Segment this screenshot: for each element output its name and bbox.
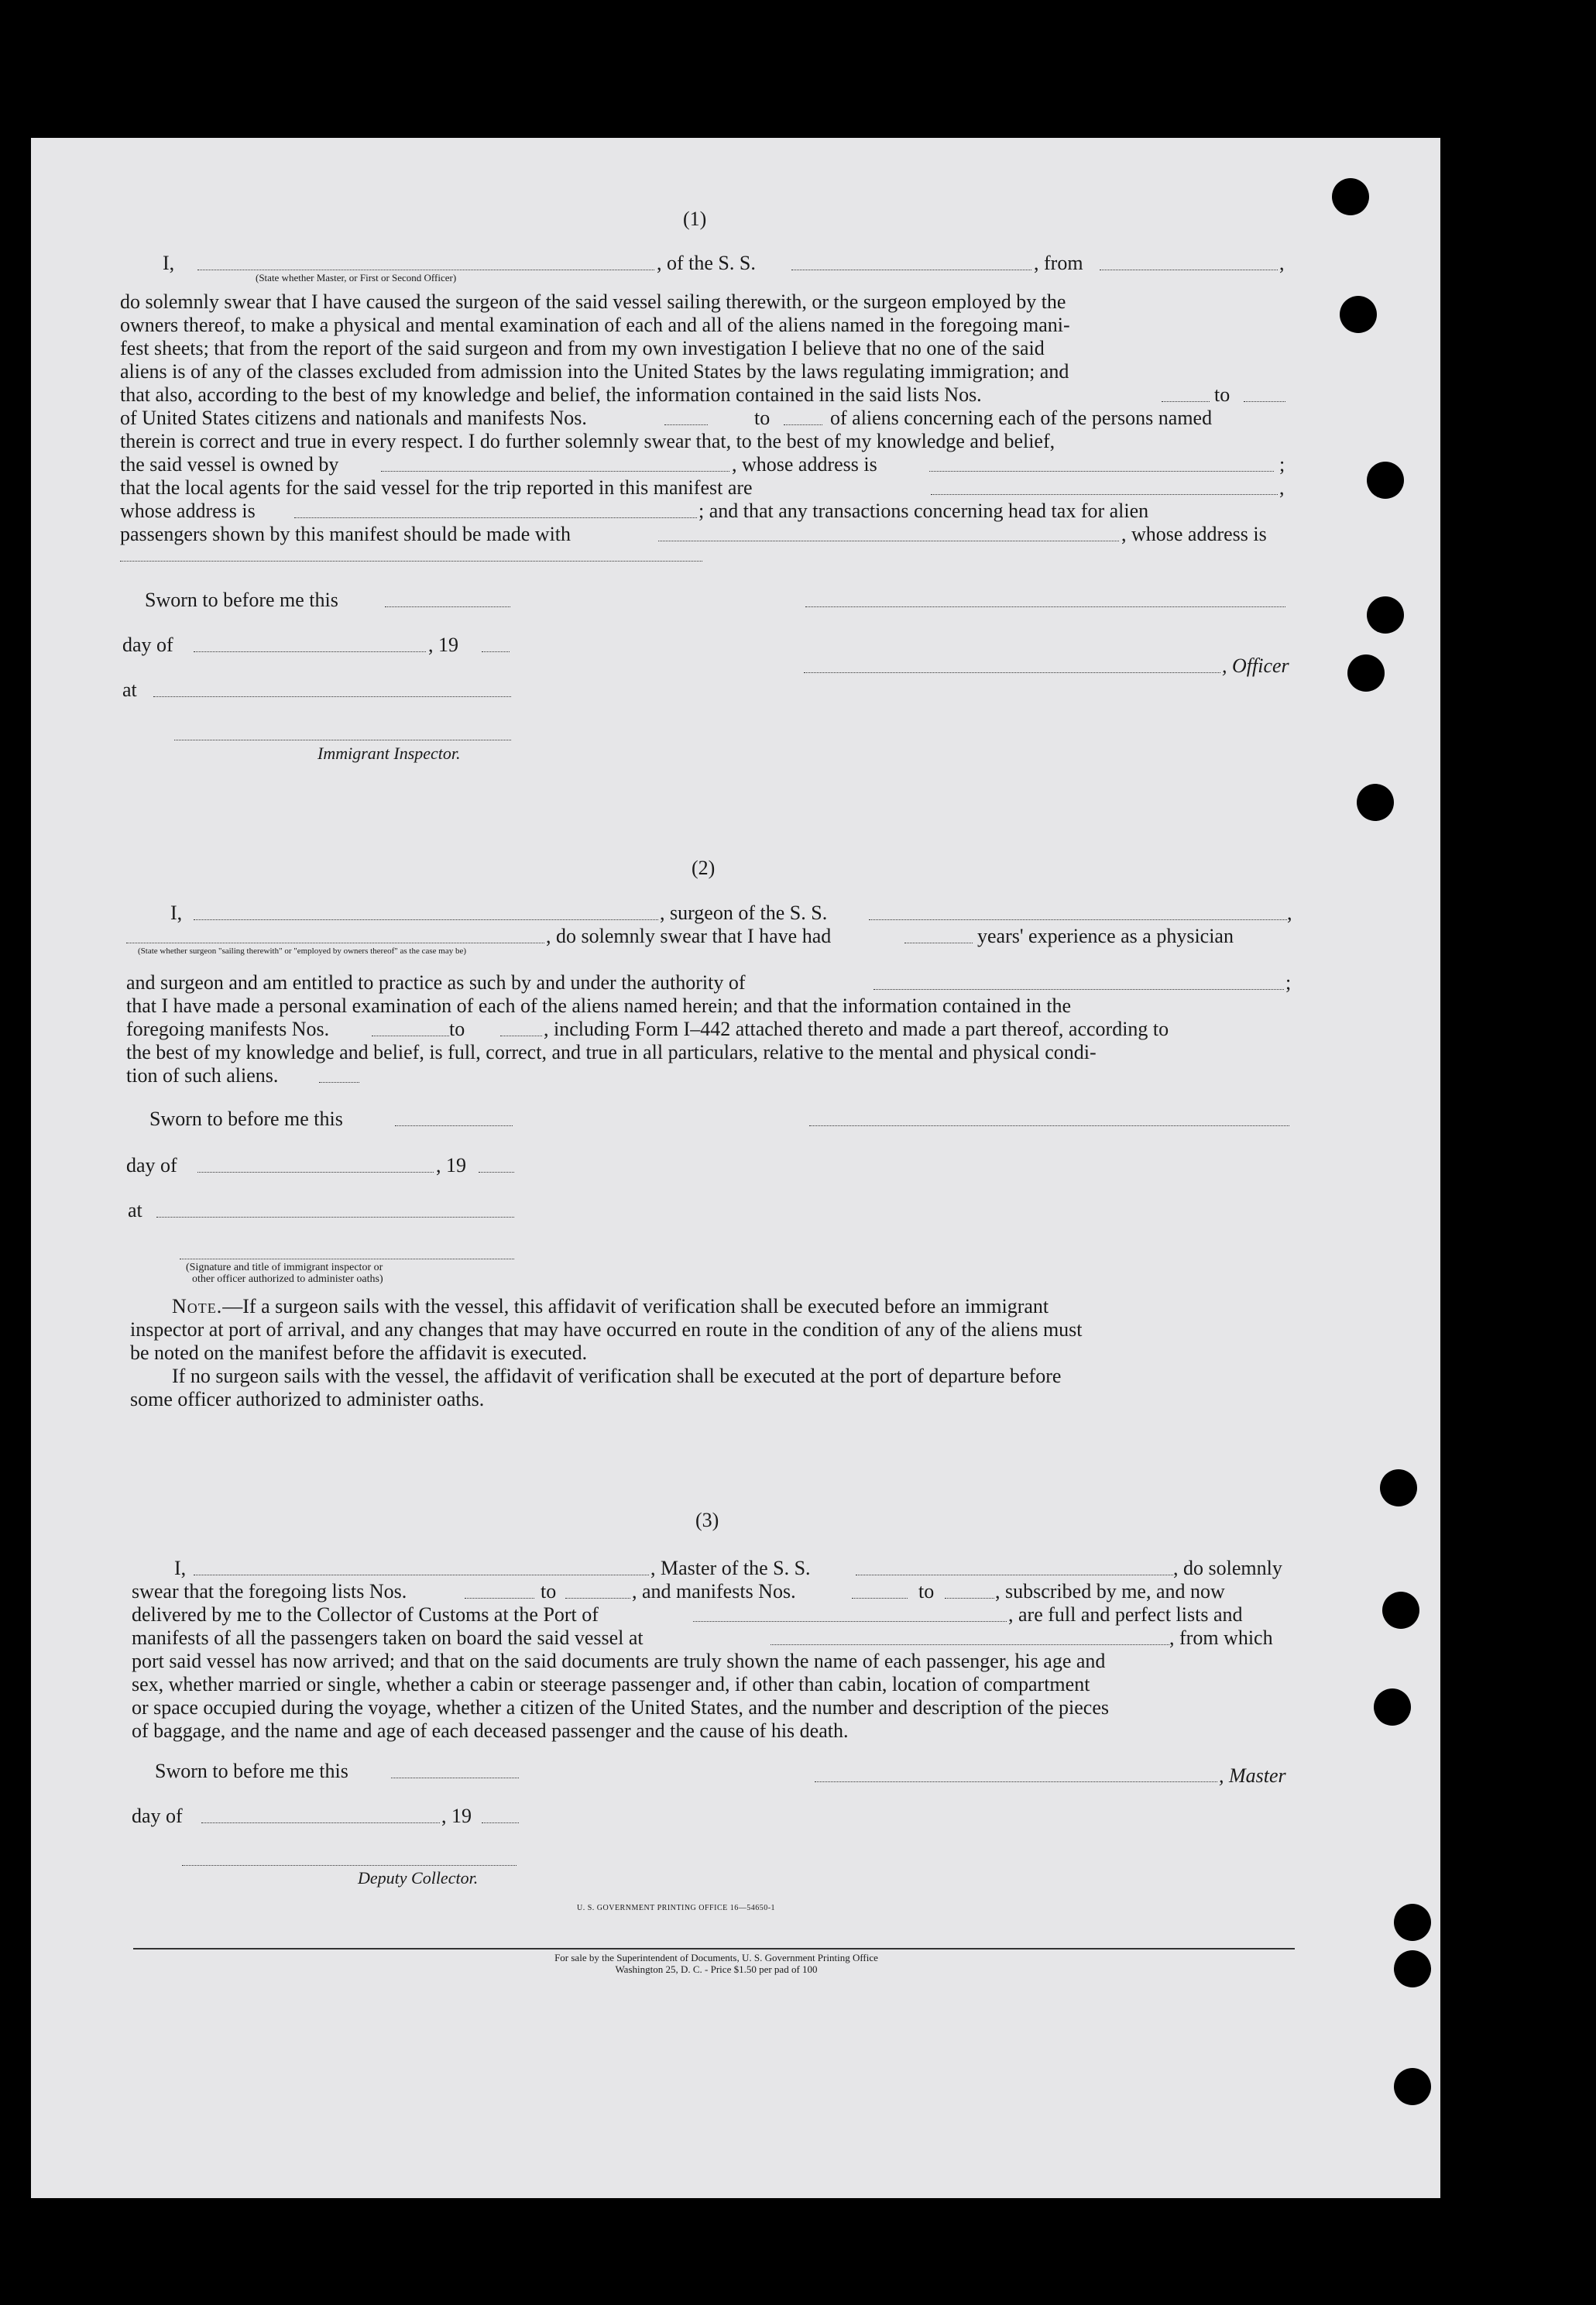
s3-manifests-from-field[interactable] — [852, 1598, 908, 1599]
section-2-heading: (2) — [692, 857, 716, 879]
punch-hole — [1367, 596, 1404, 634]
boarding-port-field[interactable] — [771, 1644, 1169, 1645]
s3-line4b: , from which — [1169, 1627, 1273, 1649]
s1-line1-i: I, — [163, 252, 175, 274]
deputy-signature-field[interactable] — [182, 1865, 517, 1866]
agents-address-field[interactable] — [294, 517, 697, 518]
s1-body-line: do solemnly swear that I have caused the surgeon of the said vessel sailing therewith, or the surgeon employed by the — [120, 290, 1066, 313]
s1-line10b: ; and that any transactions concerning head tax for alien — [698, 500, 1149, 522]
surgeon-status-caption: (State whether surgeon "sailing therewith" or "employed by owners thereof" as the case may be) — [138, 946, 467, 956]
punch-hole — [1340, 296, 1377, 333]
s2-aliens-field[interactable] — [319, 1082, 359, 1083]
s3-year-field[interactable] — [482, 1822, 519, 1823]
sig-caption-2: other officer authorized to administer oaths) — [192, 1273, 383, 1285]
s3-line2c: , and manifests Nos. — [632, 1580, 796, 1603]
s1-line7: therein is correct and true in every respect. I do further solemnly swear that, to the best of my knowledge and belief, — [120, 430, 1055, 452]
s3-line1c: , do solemnly — [1173, 1557, 1282, 1579]
s1-sworn-date-field[interactable] — [385, 606, 510, 607]
s3-line3a: delivered by me to the Collector of Customs at the Port of — [132, 1603, 599, 1626]
punch-hole — [1367, 462, 1404, 499]
sale-line-2: Washington 25, D. C. - Price $1.50 per pad of 100 — [615, 1963, 818, 1975]
s1-sworn-label: Sworn to before me this — [145, 589, 338, 611]
head-tax-address-field[interactable] — [120, 561, 702, 562]
manifests-from-field[interactable] — [664, 424, 708, 425]
s1-line5a: that also, according to the best of my knowledge and belief, the information contained in the said lists Nos. — [120, 383, 982, 406]
s1-body-line: fest sheets; that from the report of the said surgeon and from my own investigation I believe that no one of the said — [120, 337, 1045, 359]
s1-line1-from: , from — [1034, 252, 1083, 274]
local-agents-field[interactable] — [931, 494, 1278, 495]
s2-line4: that I have made a personal examination of each of the aliens named herein; and that the information contained in the — [126, 994, 1072, 1017]
s1-line6b: to — [754, 407, 771, 429]
s3-manifests-to-field[interactable] — [945, 1598, 994, 1599]
s1-line8c: ; — [1279, 453, 1285, 476]
s1-at-label: at — [122, 678, 137, 701]
s3-line2d: to — [918, 1580, 935, 1603]
s3-sworn-label: Sworn to before me this — [155, 1760, 348, 1782]
lists-from-field[interactable] — [1162, 401, 1210, 402]
lists-to-field[interactable] — [1244, 401, 1285, 402]
note-line: be noted on the manifest before the affidavit is executed. — [130, 1341, 588, 1364]
punch-hole — [1332, 178, 1369, 215]
owner-address-field[interactable] — [929, 471, 1274, 472]
s3-line1a: I, — [174, 1557, 187, 1579]
s2-sworn-date-field[interactable] — [395, 1125, 513, 1126]
s3-year-label: , 19 — [441, 1805, 472, 1827]
punch-hole — [1357, 784, 1394, 821]
s2-line2a: , do solemnly swear that I have had — [546, 925, 832, 947]
gpo-imprint: U. S. GOVERNMENT PRINTING OFFICE 16—54650-1 — [577, 1904, 776, 1912]
s2-signature-field[interactable] — [809, 1125, 1289, 1126]
s2-sworn-label: Sworn to before me this — [149, 1108, 343, 1130]
s2-line5a: foregoing manifests Nos. — [126, 1018, 330, 1040]
officer-label: , Officer — [1222, 654, 1289, 677]
s2-day-of-label: day of — [126, 1154, 177, 1177]
practice-authority-field[interactable] — [874, 989, 1284, 990]
s2-line6: the best of my knowledge and belief, is full, correct, and true in all particulars, relative to the mental and physical condi- — [126, 1041, 1097, 1063]
surgeon-name-field[interactable] — [194, 919, 658, 920]
s3-lists-from-field[interactable] — [465, 1598, 534, 1599]
customs-port-field[interactable] — [693, 1621, 1007, 1622]
deputy-label: Deputy Collector. — [358, 1868, 479, 1888]
master-label: , Master — [1219, 1764, 1286, 1787]
manifests-to-field[interactable] — [784, 424, 822, 425]
s1-line8b: , whose address is — [732, 453, 877, 476]
s2-line1b: , surgeon of the S. S. — [660, 902, 828, 924]
punch-hole — [1394, 1904, 1431, 1941]
sig-caption-1: (Signature and title of immigrant inspector or — [186, 1262, 383, 1273]
s1-line9b: , — [1279, 476, 1285, 499]
s1-line5b: to — [1214, 383, 1230, 406]
s1-day-field[interactable] — [194, 651, 426, 652]
s3-line5: port said vessel has now arrived; and that on the said documents are truly shown the name of each passenger, his age and — [132, 1650, 1106, 1672]
punch-hole — [1374, 1688, 1411, 1726]
punch-hole — [1380, 1469, 1417, 1506]
punch-hole — [1394, 2068, 1431, 2105]
inspector-label: Immigrant Inspector. — [317, 744, 461, 763]
officer-signature-field[interactable] — [804, 672, 1220, 673]
s2-at-label: at — [128, 1199, 142, 1221]
s3-line1b: , Master of the S. S. — [650, 1557, 811, 1579]
s3-line3b: , are full and perfect lists and — [1008, 1603, 1243, 1626]
section-1-heading: (1) — [683, 208, 707, 230]
s3-line4a: manifests of all the passengers taken on board the said vessel at — [132, 1627, 644, 1649]
master-signature-field[interactable] — [815, 1781, 1217, 1782]
s2-line3a: and surgeon and am entitled to practice as such by and under the authority of — [126, 971, 746, 994]
s1-year-label: , 19 — [428, 634, 458, 656]
s2-line5b: to — [449, 1018, 465, 1040]
s2-year-label: , 19 — [436, 1154, 466, 1177]
note-text: —If a surgeon sails with the vessel, this affidavit of verification shall be executed before an immigrant — [222, 1295, 1049, 1317]
s3-day-of-label: day of — [132, 1805, 183, 1827]
s1-line1-of: , of the S. S. — [657, 252, 756, 274]
s1-line9a: that the local agents for the said vessel for the trip reported in this manifest are — [120, 476, 753, 499]
s1-line11a: passengers shown by this manifest should be made with — [120, 523, 571, 545]
note-line: some officer authorized to administer oaths. — [130, 1388, 485, 1410]
note-label: Note. — [172, 1295, 223, 1317]
s1-line6c: of aliens concerning each of the persons named — [830, 407, 1213, 429]
punch-hole — [1347, 654, 1385, 692]
s1-line6a: of United States citizens and nationals and manifests Nos. — [120, 407, 587, 429]
s2-line1a: I, — [170, 902, 183, 924]
s2-line3b: ; — [1285, 971, 1292, 994]
s3-line2e: , subscribed by me, and now — [995, 1580, 1225, 1603]
section-3-heading: (3) — [695, 1509, 719, 1531]
footer-rule — [133, 1948, 1295, 1949]
s1-year-field[interactable] — [482, 651, 510, 652]
s3-line8: of baggage, and the name and age of each deceased passenger and the cause of his death. — [132, 1719, 849, 1742]
s3-line7: or space occupied during the voyage, whether a citizen of the United States, and the number and description of the pieces — [132, 1696, 1110, 1719]
punch-hole — [1394, 1950, 1431, 1987]
s1-body-line: owners thereof, to make a physical and mental examination of each and all of the aliens named in the foregoing mani- — [120, 314, 1070, 336]
s1-line11b: , whose address is — [1121, 523, 1267, 545]
note-line: If no surgeon sails with the vessel, the affidavit of verification shall be executed at the port of departure before — [172, 1365, 1062, 1387]
s2-line2b: years' experience as a physician — [977, 925, 1234, 947]
note-line — [172, 1295, 1049, 1318]
s1-line1-end: , — [1279, 252, 1285, 274]
s2-line1c: , — [1287, 902, 1292, 924]
s3-line2a: swear that the foregoing lists Nos. — [132, 1580, 407, 1603]
s2-day-field[interactable] — [197, 1172, 434, 1173]
owner-field[interactable] — [381, 471, 729, 472]
s2-line7: tion of such aliens. — [126, 1064, 279, 1087]
s3-day-field[interactable] — [201, 1822, 440, 1823]
s3-line2b: to — [541, 1580, 557, 1603]
s1-line8a: the said vessel is owned by — [120, 453, 339, 476]
s1-day-of-label: day of — [122, 634, 173, 656]
s3-lists-to-field[interactable] — [565, 1598, 630, 1599]
s3-line6: sex, whether married or single, whether a cabin or steerage passenger and, if other than cabin, location of compartment — [132, 1673, 1090, 1695]
s1-at-field[interactable] — [153, 696, 511, 697]
officer-caption: (State whether Master, or First or Second Officer) — [256, 272, 457, 283]
sale-line-1: For sale by the Superintendent of Documents, U. S. Government Printing Office — [554, 1952, 878, 1963]
s2-at-field[interactable] — [156, 1217, 514, 1218]
s1-body-line: aliens is of any of the classes excluded from admission into the United States by the laws regulating immigration; and — [120, 360, 1069, 383]
s2-vessel-field[interactable] — [869, 919, 1287, 920]
s2-line5c: , including Form I–442 attached thereto and made a part thereof, according to — [544, 1018, 1169, 1040]
s1-signature-field[interactable] — [805, 606, 1285, 607]
s1-line10a: whose address is — [120, 500, 256, 522]
punch-hole — [1382, 1592, 1419, 1629]
s2-year-field[interactable] — [479, 1172, 514, 1173]
note-line: inspector at port of arrival, and any changes that may have occurred en route in the condition of any of the aliens must — [130, 1318, 1083, 1341]
